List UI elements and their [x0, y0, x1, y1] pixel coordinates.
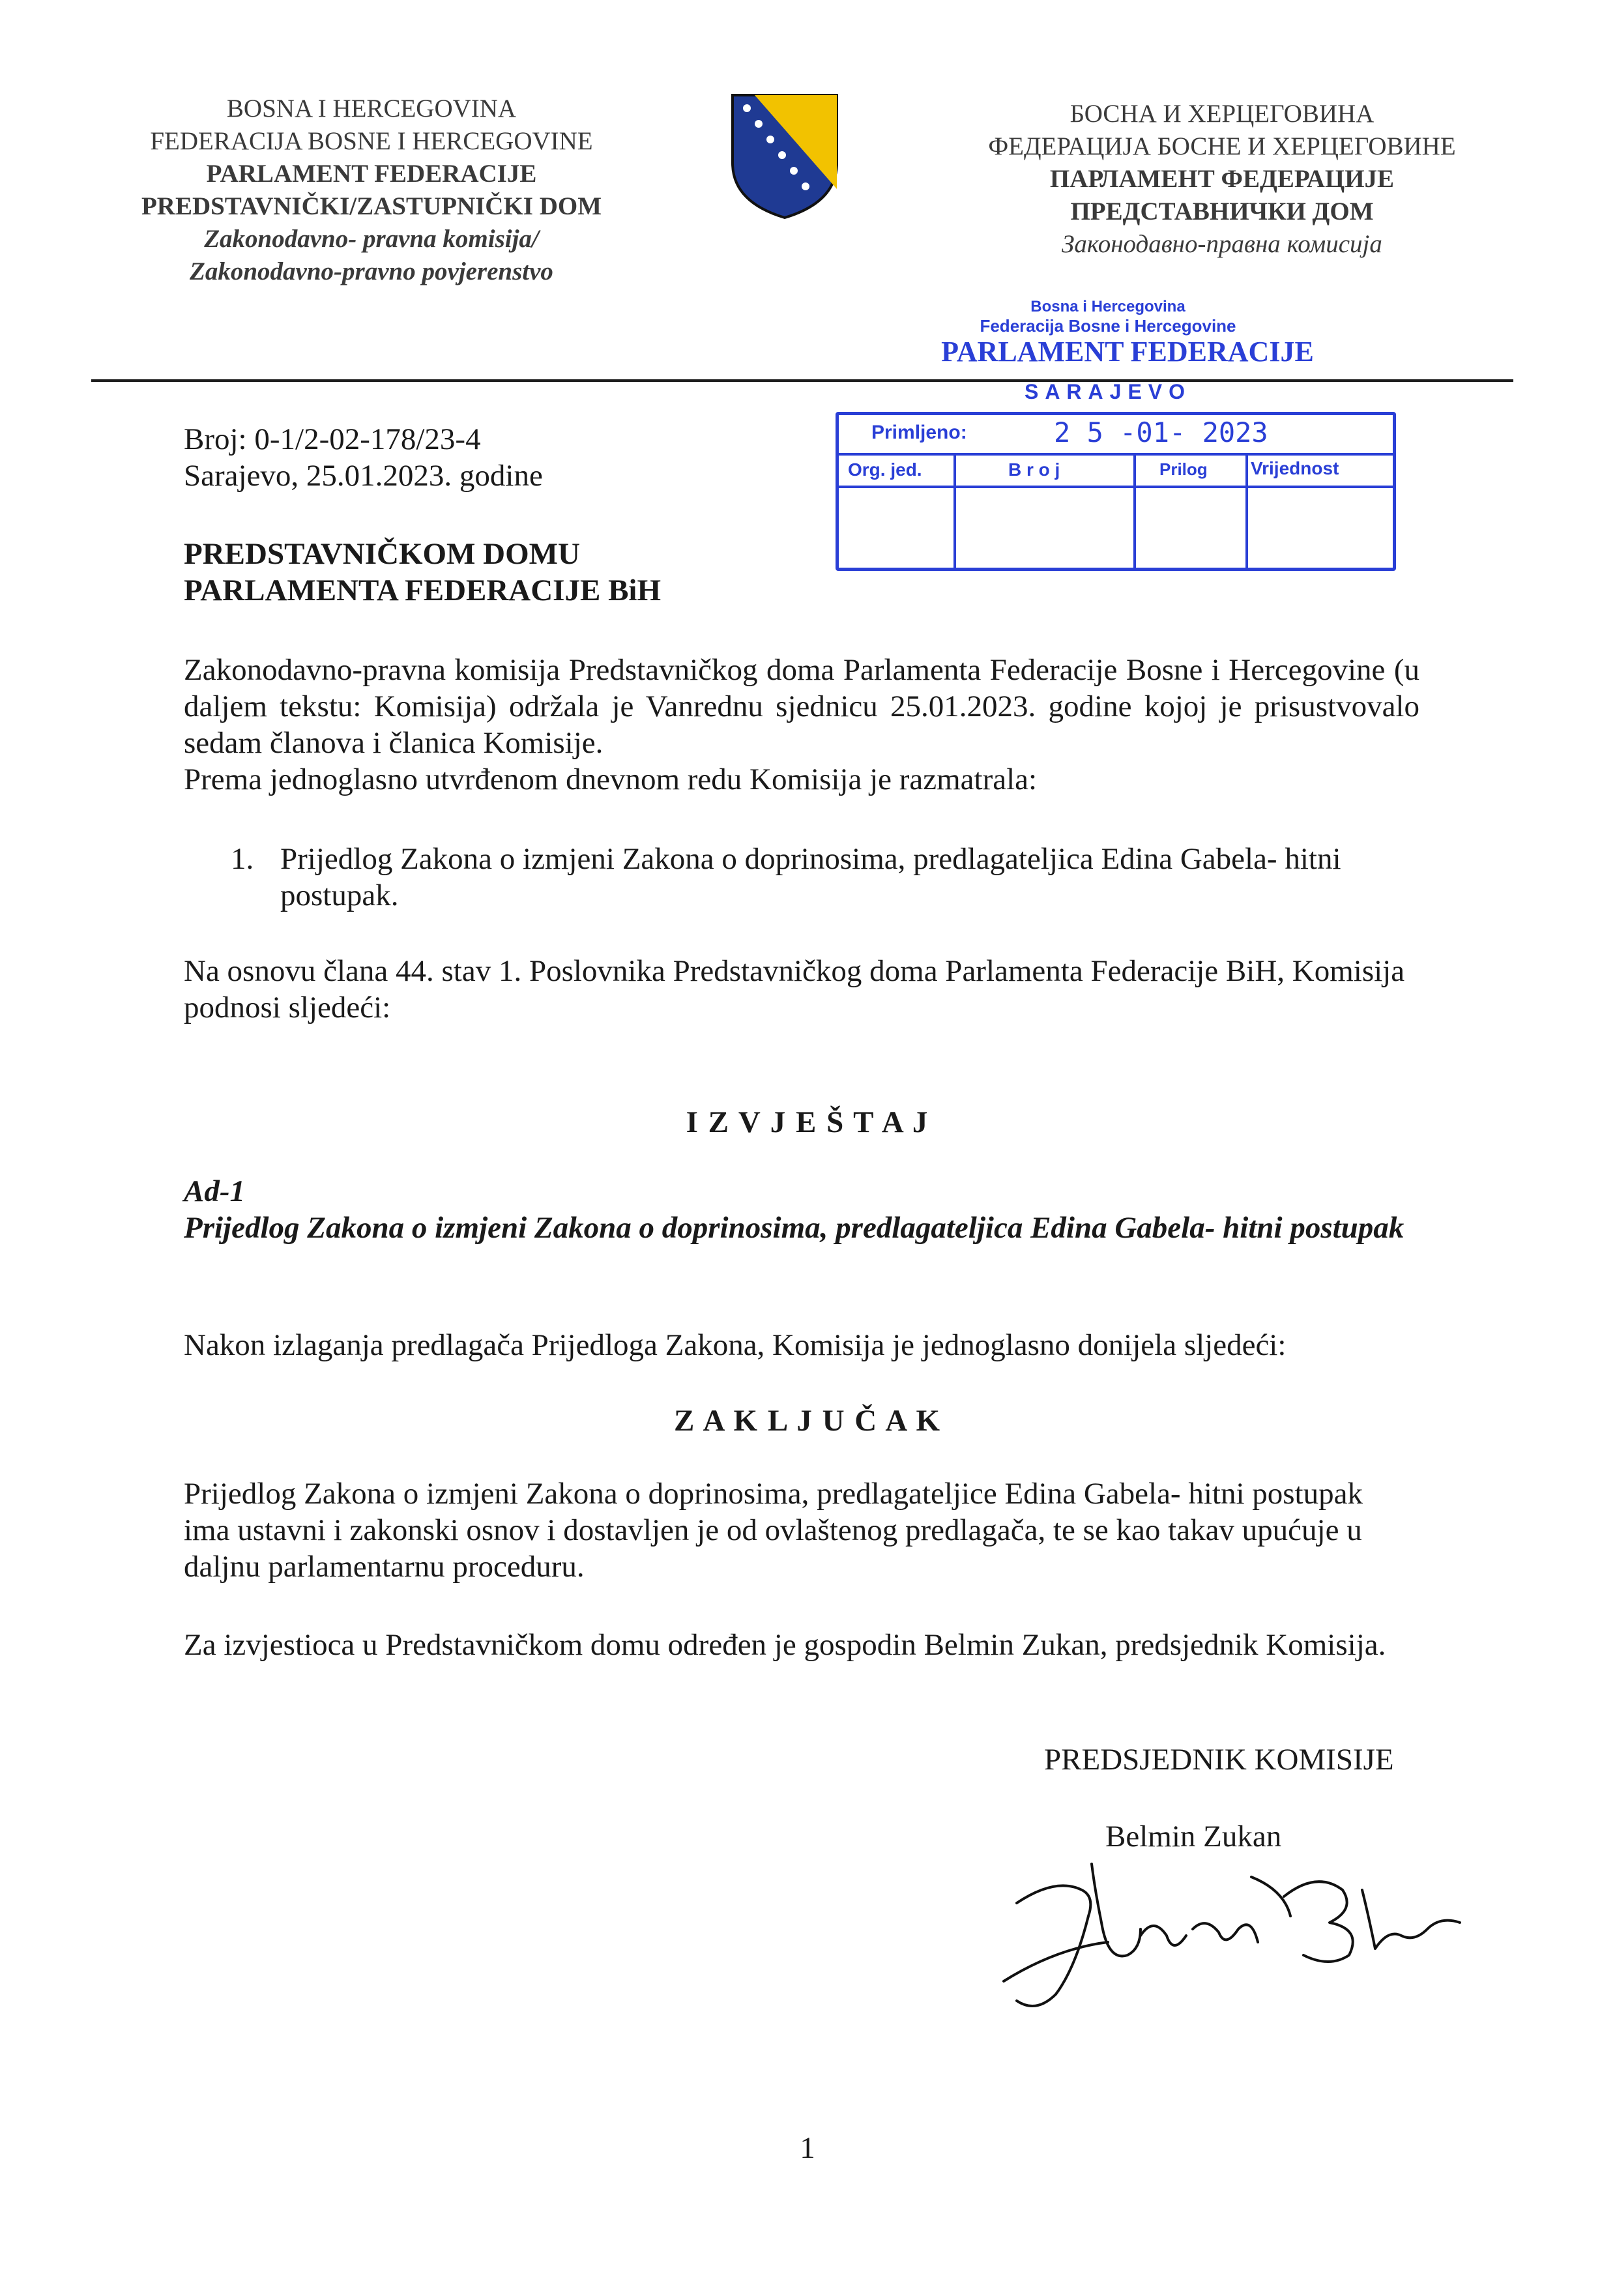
stamp-col-org: Org. jed. [848, 459, 922, 480]
stamp-line2: Federacija Bosne i Hercegovine [980, 316, 1236, 336]
conclusion-text: Prijedlog Zakona o izmjeni Zakona o doprinosima, predlagateljice Edina Gabela- hitni postupak ima ustavni i zakonski osnov i dostavljen je od ovlaštenog predlagača, te se kao takav upućuje u daljnu parlamentarnu proceduru. [184, 1477, 1363, 1584]
stamp-line1: Bosna i Hercegovina [1030, 298, 1186, 315]
header-right-line2: ФЕДЕРАЦИЈА БОСНЕ И ХЕРЦЕГОВИНЕ [988, 132, 1456, 160]
stamp-col-vrijednost: Vrijednost [1251, 458, 1339, 478]
agenda-intro: Prema jednoglasno utvrđenom dnevnom redu Komisija je razmatrala: [184, 763, 1038, 796]
header-left-line3: PARLAMENT FEDERACIJE [206, 160, 537, 188]
header-right-line3: ПАРЛАМЕНТ ФЕДЕРАЦИЈЕ [1049, 165, 1395, 193]
header-right-line5: Законодавно-правна комисија [1062, 230, 1382, 258]
header-left [91, 93, 652, 288]
rapporteur-paragraph: Za izvjestioca u Predstavničkom domu određen je gospodin Belmin Zukan, predsjednik Komisija. [184, 1628, 1386, 1662]
header-left-line1: BOSNA I HERCEGOVINA [226, 94, 517, 123]
intro-paragraph: Zakonodavno-pravna komisija Predstavničkog doma Parlamenta Federacije Bosne i Hercegovine (u daljem tekstu: Komisija) održala je Vanrednu sjednicu 25.01.2023. godine kojoj je prisustvovalo sedam članova i članica Komisije. [184, 653, 1419, 760]
stamp-line4: SARAJEVO [1024, 380, 1192, 403]
conclusion-title: Z A K L J U Č A K [673, 1404, 942, 1438]
addressee-line1: PREDSTAVNIČKOM DOMU [184, 537, 580, 571]
agenda-item-number: 1. [231, 842, 254, 876]
page-number: 1 [800, 2131, 815, 2165]
coat-of-arms-icon [729, 91, 841, 220]
signature-title: PREDSJEDNIK KOMISIJE [1044, 1743, 1394, 1777]
stamp-received-label: Primljeno: [871, 422, 967, 443]
agenda-item-text: Prijedlog Zakona o izmjeni Zakona o doprinosima, predlagateljica Edina Gabela- hitni postupak. [280, 842, 1341, 912]
document-date: Sarajevo, 25.01.2023. godine [184, 459, 543, 493]
agenda-ad-title: Prijedlog Zakona o izmjeni Zakona o doprinosima, predlagateljica Edina Gabela- hitni postupak [184, 1211, 1404, 1245]
handwritten-signature [978, 1851, 1473, 2033]
stamp-col-broj: B r o j [1008, 459, 1060, 480]
signatory-name: Belmin Zukan [1105, 1820, 1282, 1853]
header-left-line6: Zakonodavno-pravno povjerenstvo [190, 257, 553, 285]
agenda-ad-label: Ad-1 [184, 1174, 245, 1208]
report-title: I Z V J E Š T A J [686, 1105, 929, 1139]
header-right [938, 98, 1506, 261]
stamp-line3: PARLAMENT FEDERACIJE [941, 336, 1314, 368]
header-right-line4: ПРЕДСТАВНИЧКИ ДОМ [1070, 197, 1374, 225]
header-left-line2: FEDERACIJA BOSNE I HERCEGOVINE [150, 127, 593, 155]
header-left-line5: Zakonodavno- pravna komisija/ [204, 225, 539, 253]
header-right-line1: БОСНА И ХЕРЦЕГОВИНА [1069, 100, 1375, 128]
addressee-line2: PARLAMENTA FEDERACIJE BiH [184, 574, 662, 607]
stamp-col-prilog: Prilog [1159, 459, 1208, 479]
stamp-received-date: 2 5 -01- 2023 [1054, 416, 1268, 448]
document-meta [184, 421, 770, 494]
header-left-line4: PREDSTAVNIČKI/ZASTUPNIČKI DOM [141, 192, 602, 220]
legal-basis-paragraph: Na osnovu člana 44. stav 1. Poslovnika Predstavničkog doma Parlamenta Federacije BiH, Komisija podnosi sljedeći: [184, 954, 1405, 1024]
document-number: Broj: 0-1/2-02-178/23-4 [184, 422, 481, 456]
addressee [184, 536, 966, 609]
decision-intro: Nakon izlaganja predlagača Prijedloga Zakona, Komisija je jednoglasno donijela sljedeći: [184, 1328, 1287, 1362]
